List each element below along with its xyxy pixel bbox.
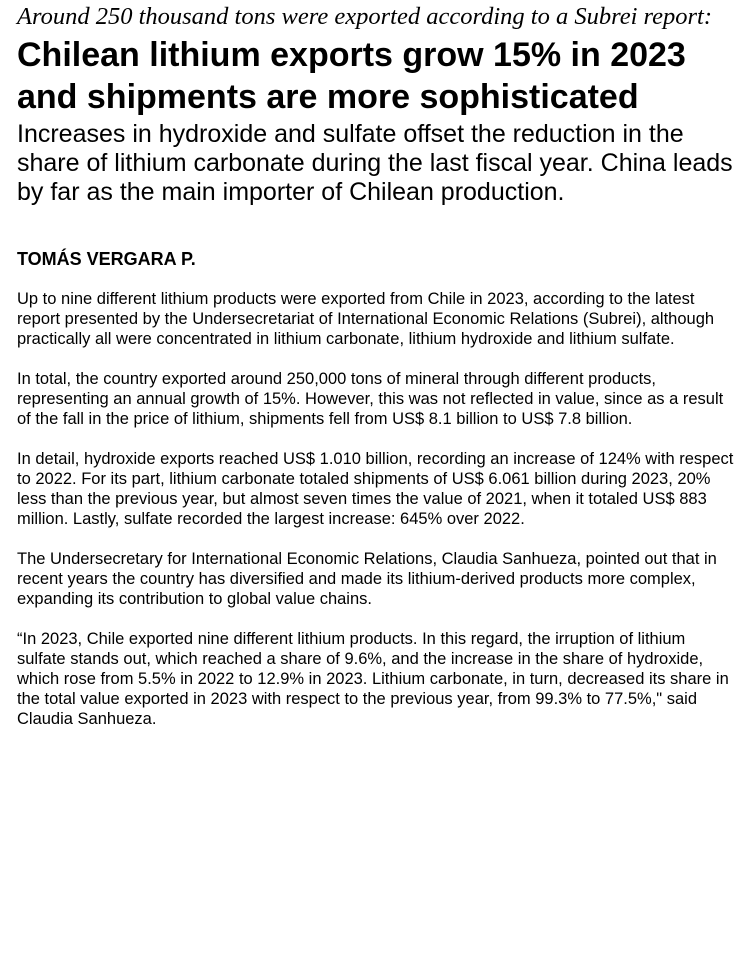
body-paragraph: Up to nine different lithium products were exported from Chile in 2023, according to the latest report presented by the Undersecretariat of International Economic Relations (Subrei), although practically all were concentrated in lithium carbonate, lithium hydroxide and lithium sulfate. <box>17 290 715 348</box>
news-article <box>0 2 750 974</box>
article-byline: TOMÁS VERGARA P. <box>17 249 196 269</box>
body-paragraph: In detail, hydroxide exports reached US$ 1.010 billion, recording an increase of 124% with respect to 2022. For its part, lithium carbonate totaled shipments of US$ 6.061 billion during 2023, 20% less than the previous year, but almost seven times the value of 2021, when it totaled US$ 883 million. Lastly, sulfate recorded the largest increase: 645% over 2022. <box>17 450 734 528</box>
body-paragraph: In total, the country exported around 250,000 tons of mineral through different products, representing an annual growth of 15%. However, this was not reflected in value, since as a result of the fall in the price of lithium, shipments fell from US$ 8.1 billion to US$ 7.8 billion. <box>17 370 724 428</box>
body-paragraph: “In 2023, Chile exported nine different lithium products. In this regard, the irruption of lithium sulfate stands out, which reached a share of 9.6%, and the increase in the share of hydroxide, which rose from 5.5% in 2022 to 12.9% in 2023. Lithium carbonate, in turn, decreased its share in the total value exported in 2023 with respect to the previous year, from 99.3% to 77.5%," said Claudia Sanhueza. <box>17 630 729 728</box>
article-body <box>17 289 736 729</box>
article-deck: Increases in hydroxide and sulfate offset the reduction in the share of lithium carbonate during the last fiscal year. China leads by far as the main importer of Chilean production. <box>17 120 733 206</box>
body-paragraph: The Undersecretary for International Economic Relations, Claudia Sanhueza, pointed out that in recent years the country has diversified and made its lithium-derived products more complex, expanding its contribution to global value chains. <box>17 550 717 608</box>
article-headline: Chilean lithium exports grow 15% in 2023 and shipments are more sophisticated <box>17 36 686 116</box>
article-kicker: Around 250 thousand tons were exported according to a Subrei report: <box>17 3 712 30</box>
